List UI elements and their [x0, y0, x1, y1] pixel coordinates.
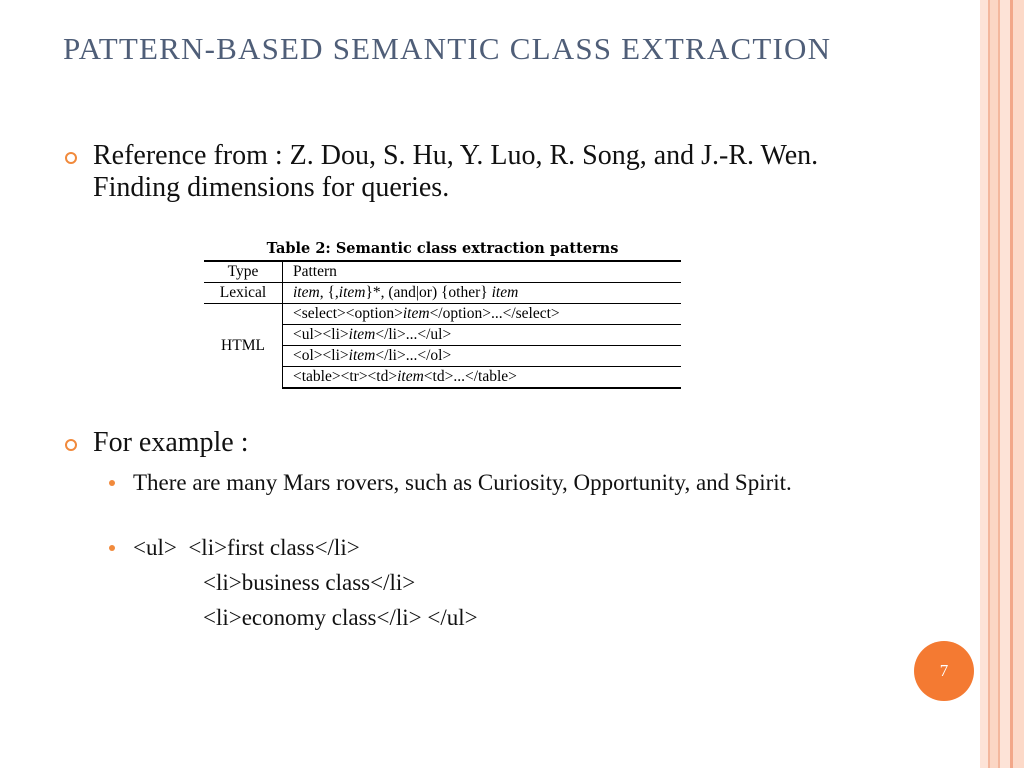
- code-line: <ul> <li>first class</li>: [133, 535, 360, 560]
- reference-bullet: Reference from : Z. Dou, S. Hu, Y. Luo, R. Song, and J.-R. Wen. Finding dimensions for queries.: [93, 140, 819, 203]
- table-row: [204, 283, 681, 304]
- bullet-ring-icon: [65, 439, 77, 451]
- table-row: [204, 304, 681, 325]
- type-cell: HTML: [204, 304, 283, 389]
- sub-bullet-dot-icon: [109, 545, 115, 551]
- pattern-cell: <ol><li>item</li>...</ol>: [283, 346, 682, 367]
- mars-rovers-bullet: There are many Mars rovers, such as Curiosity, Opportunity, and Spirit.: [133, 470, 792, 495]
- pattern-cell: <ul><li>item</li>...</ul>: [283, 325, 682, 346]
- table-header-row: [204, 261, 681, 283]
- table-caption: Table 2: Semantic class extraction patterns: [266, 240, 619, 257]
- code-line: <li>economy class</li> </ul>: [203, 605, 478, 630]
- example-bullet: For example :: [93, 427, 249, 458]
- pattern-cell: <table><tr><td>item<td>...</table>: [283, 367, 682, 389]
- decorative-stripes: [980, 0, 1024, 768]
- header-pattern: Pattern: [283, 261, 682, 283]
- code-line: <li>business class</li>: [203, 570, 416, 595]
- patterns-table-figure: [204, 239, 681, 389]
- type-cell: Lexical: [204, 283, 283, 304]
- pattern-cell: item, {,item}*, (and|or) {other} item: [283, 283, 682, 304]
- bullet-ring-icon: [65, 152, 77, 164]
- patterns-table: [204, 260, 681, 389]
- pattern-cell: <select><option>item</option>...</select>: [283, 304, 682, 325]
- sub-bullet-dot-icon: [109, 480, 115, 486]
- header-type: Type: [204, 261, 283, 283]
- page-number-badge: 7: [914, 641, 974, 701]
- slide-title: PATTERN-BASED SEMANTIC CLASS EXTRACTION: [63, 31, 832, 66]
